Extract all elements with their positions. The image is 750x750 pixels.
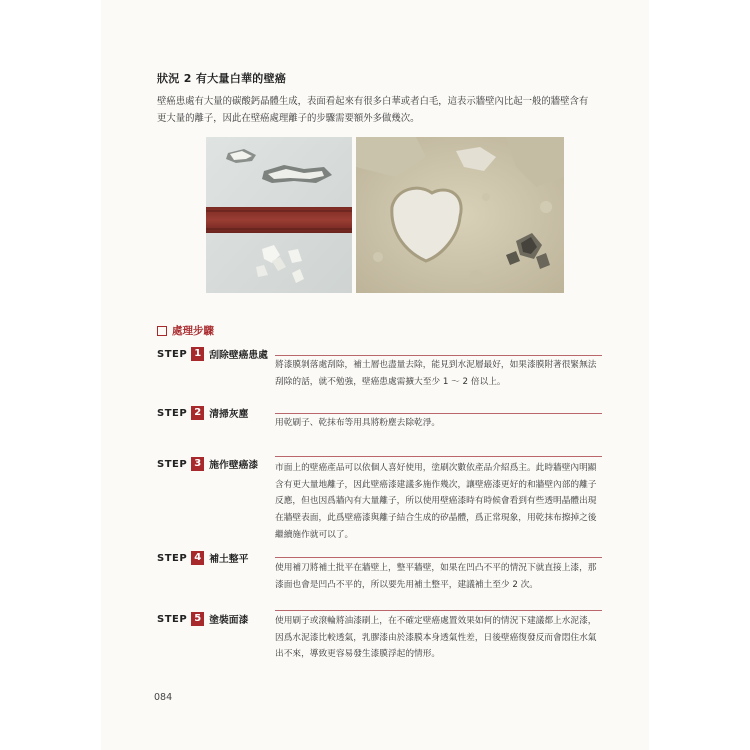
step-title: 清掃灰塵 [209,409,249,420]
step-5-divider [275,610,602,611]
step-label: STEP [157,348,188,360]
step-5-header [157,612,248,626]
step-number-badge: 3 [191,457,204,471]
step-title: 施作壁癌漆 [209,460,259,471]
intro-paragraph: 壁癌患處有大量的碳酸鈣晶體生成，表面看起來有很多白華或者白毛，這表示牆壁內比起一般的牆壁含有更大量的離子，因此在壁癌處理離子的步驟需要額外多做幾次。 [157,96,589,124]
photo-efflorescence-closeup [356,137,564,293]
step-4-text: 使用補刀將補土批平在牆壁上，整平牆壁，如果在凹凸不平的情況下就直接上漆，那漆面也會是凹凸不平的，所以要先用補土整平，建議補土至少 2 次。 [275,563,597,590]
page-number: 084 [154,692,173,703]
step-label: STEP [157,613,188,625]
step-number-badge: 4 [191,551,204,565]
section-heading: 狀況 2 有大量白華的壁癌 [157,72,287,85]
step-3-divider [275,456,602,457]
procedure-title-text: 處理步驟 [172,325,214,337]
step-1-header [157,347,268,361]
step-1-text: 將漆膜剝落處刮除，補土層也盡量去除，能見到水泥層最好，如果漆膜附著很緊無法刮除的話，就不勉強，壁癌患處需擴大至少 1 ～ 2 倍以上。 [275,360,597,387]
photo-peeling-wall [206,137,352,293]
step-number-badge: 5 [191,612,204,626]
step-3-text: 市面上的壁癌產品可以依個人喜好使用，塗刷次數依產品介紹爲主。此時牆壁內明顯含有更大量地離子，因此壁癌漆建議多施作幾次，讓壁癌漆更好的和牆壁內部的離子反應，但也因爲牆內有大量離子，所以使用壁癌漆時有時候會看到有些透明晶體出現在牆壁表面，此爲壁癌漆與離子結合生成的矽晶體，爲正常現象，用乾抹布擦掉之後繼續施作就可以了。 [275,463,597,540]
step-label: STEP [157,458,188,470]
step-label: STEP [157,552,188,564]
step-number-badge: 2 [191,406,204,420]
step-1-divider [275,355,602,356]
step-5-text: 使用刷子或滾輪將油漆刷上，在不確定壁癌處置效果如何的情況下建議都上水泥漆，因爲水泥漆比較透氣，乳膠漆由於漆膜本身透氣性差，日後壁癌復發反而會悶住水氣出不來，導致更容易發生漆膜浮起的情形。 [275,616,597,660]
step-2-divider [275,413,602,414]
step-label: STEP [157,407,188,419]
step-3-header [157,457,258,471]
step-title: 塗裝面漆 [209,615,249,626]
step-title: 補土整平 [209,554,249,565]
step-2-header [157,406,248,420]
step-title: 刮除壁癌患處 [209,350,268,361]
procedure-title [157,323,214,338]
step-4-header [157,551,248,565]
step-4-divider [275,557,602,558]
step-number-badge: 1 [191,347,204,361]
step-2-text: 用乾刷子、乾抹布等用具將粉塵去除乾淨。 [275,418,441,428]
checkbox-square-icon [157,326,167,336]
